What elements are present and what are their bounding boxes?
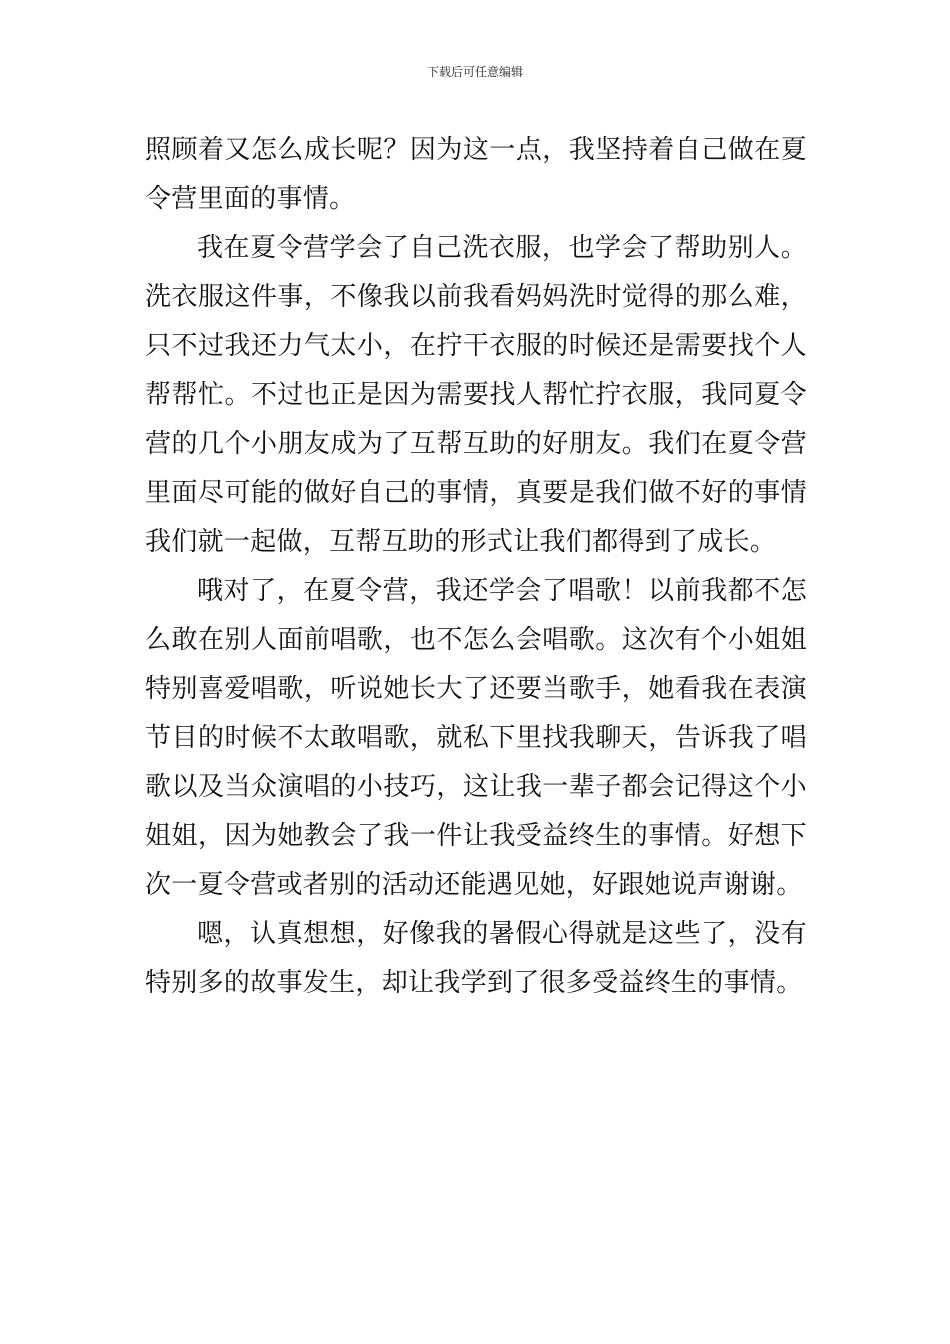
paragraph-continuation: 照顾着又怎么成长呢？因为这一点，我坚持着自己做在夏令营里面的事情。 bbox=[145, 135, 807, 214]
page-header: 下载后可任意编辑 bbox=[426, 65, 523, 79]
paragraph-conclusion: 嗯，认真想想，好像我的暑假心得就是这些了，没有特别多的故事发生，却让我学到了很多受益终生的事情。 bbox=[145, 919, 807, 998]
document-body bbox=[145, 126, 807, 1008]
paragraph-singing: 哦对了，在夏令营，我还学会了唱歌！以前我都不怎么敢在别人面前唱歌，也不怎么会唱歌。这次有个小姐姐特别喜爱唱歌，听说她长大了还要当歌手，她看我在表演节目的时候不太敢唱歌，就私下里找我聊天，告诉我了唱歌以及当众演唱的小技巧，这让我一辈子都会记得这个小姐姐，因为她教会了我一件让我受益终生的事情。好想下次一夏令营或者别的活动还能遇见她，好跟她说声谢谢。 bbox=[145, 576, 807, 900]
paragraph-laundry: 我在夏令营学会了自己洗衣服，也学会了帮助别人。洗衣服这件事，不像我以前我看妈妈洗时觉得的那么难，只不过我还力气太小，在拧干衣服的时候还是需要找个人帮帮忙。不过也正是因为需要找人帮忙拧衣服，我同夏令营的几个小朋友成为了互帮互助的好朋友。我们在夏令营里面尽可能的做好自己的事情，真要是我们做不好的事情我们就一起做，互帮互助的形式让我们都得到了成长。 bbox=[145, 233, 807, 557]
